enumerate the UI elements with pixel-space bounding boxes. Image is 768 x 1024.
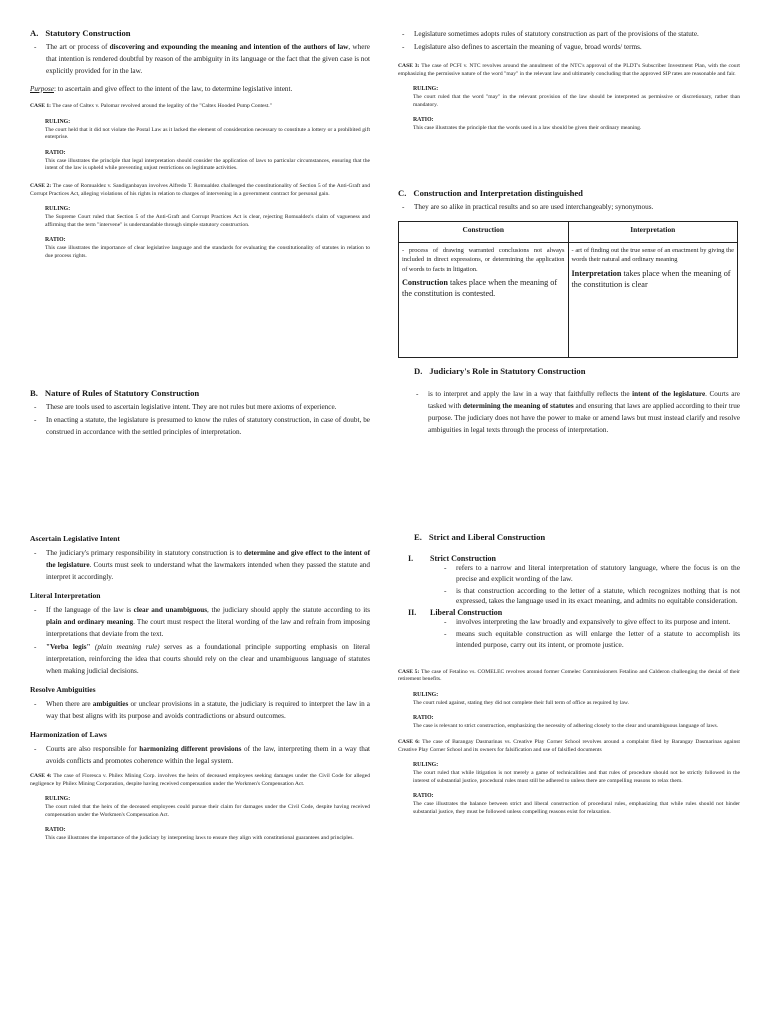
section-d-title: D. Judiciary's Role in Statutory Construction [414,366,586,376]
case-4-ratio-label: RATIO: [45,827,66,834]
section-a-list [30,41,370,77]
section-e-title: E. Strict and Liberal Construction [414,532,546,542]
case-3-ratio-label: RATIO: [413,117,434,124]
case-4: CASE 4: The case of Floresca v. Philex Mining Corp. involves the heirs of deceased employees seeking damages under the Civil Code for alleged negligence by Philex Mining Corporation, despite having received compensation under the Workmen's Compensation Act. [30,773,370,787]
case-5-ruling: The court ruled against, stating they did not complete their full term of office as required by law. [413,699,629,706]
section-b-bullet: - In enacting a statute, the legislature is presumed to know the rules of statutory construction, in case of doubt, be construed in accordance with the settled principles of interpretation. [46,414,370,438]
legislature-bullet: - Legislature also defines to ascertain the meaning of vague, broad words/ terms. [414,41,740,53]
case-5-ruling-label: RULING: [413,691,439,698]
section-c-title: C. Construction and Interpretation distinguished [398,188,583,198]
case-4-ruling: The court ruled that the heirs of the deceased employees could pursue their claim for damages under the Civil Code, despite having received compensation under the Workmen's Compensation Act. [45,804,370,818]
ascertain-heading: Ascertain Legislative Intent [30,534,120,543]
literal-bullet: - If the language of the law is clear and unambiguous, the judiciary should apply the statute according to its plain and ordinary meaning. The court must respect the literal wording of the law and refrain from imposing interpretations that deviate from the text. [46,604,370,640]
section-b-bullet: - These are tools used to ascertain legislative intent. They are not rules but mere axioms of experience. [46,401,370,413]
section-c-bullet: - They are so alike in practical results and so are used interchangeably; synonymous. [414,201,740,213]
section-b-title: B. Nature of Rules of Statutory Construction [30,388,200,398]
purpose-line: Purpose: to ascertain and give effect to the intent of the law, to determine legislative intent. [30,85,293,93]
strict-bullet: - refers to a narrow and literal interpretation of statutory language, where the focus is on the precise and explicit wording of the law. [456,563,740,585]
case-2-ruling-label: RULING: [45,206,71,213]
case-1-ruling-label: RULING: [45,118,71,125]
table-header-construction: Construction [399,222,569,243]
case-5-ratio-label: RATIO: [413,715,434,722]
construction-statement: Construction takes place when the meaning of the constitution is contested. [402,278,558,299]
harmonization-list [30,743,370,767]
strict-list [398,563,740,607]
section-d [398,366,740,437]
case-3-ratio: This case illustrates the principle that the words used in a law should be given their ordinary meaning. [413,125,642,132]
case-1-ratio: This case illustrates the principle that legal interpretation should consider the application of laws to particular circumstances, ensuring that the intent of the law is upheld while preventing unjust restrictions on legitimate activities. [45,157,370,172]
liberal-list [398,617,740,650]
case-3: CASE 3: The case of PCFI v. NTC revolves around the annulment of the NTC's approval of the PLDT's Subscriber Investment Plan, with the court emphasizing the permissive nature of the word "may" in the relevant law and ultimately concluding that the approved SIP rates are reasonable and fair. [398,63,740,77]
section-d-list [398,388,740,436]
harmonization-heading: Harmonization of Laws [30,730,107,739]
case-2: CASE 2: The case of Romualdez v. Sandiganbayan involves Alfredo T. Romualdez challenged the constitutionality of Section 5 of the Anti-Graft and Corrupt Practices Act, alleging violations of his rights in relation to charges of intervening in a government contract for personal gain. [30,182,370,197]
case-1-ratio-label: RATIO: [45,149,66,156]
ascertain-list [30,547,370,583]
literal-bullet: - "Verba legis" (plain meaning rule) serves as a foundational principle supporting emphasis on literal interpretation, reinforcing the idea that courts should rely on the clear and unambiguous language of statutes when making judicial decisions. [46,641,370,677]
case-1: CASE 1: The case of Caltex v. Palomar revolved around the legality of the "Caltex Hooded Pump Contest." [30,103,272,109]
top-left-column [30,28,370,261]
construction-definition: - process of drawing warranted conclusions not always included in direct expressions, or determining the application of words to facts in litigation. [402,247,565,273]
liberal-construction-title: II. Liberal Construction [408,608,503,618]
case-2-ruling: The Supreme Court ruled that Section 5 of the Anti-Graft and Corrupt Practices Act is clear, rejecting Romualdez's claim of vagueness and affirming that the term "intervene" is understandable through simple statutory construction. [45,214,370,228]
section-c-list [398,201,740,213]
table-cell-interpretation [568,243,738,358]
case-6-ratio: The case illustrates the balance between strict and liberal construction of procedural rules, emphasizing that while rules should not hinder substantial justice, they must be followed unless compelling reasons exist for relaxation. [413,801,740,815]
bottom-right-column [398,532,740,817]
liberal-bullet: - involves interpreting the law broadly and expansively to give effect to its purpose and intent. [456,617,740,628]
bottom-left-column [30,534,370,843]
legislature-list [398,28,740,53]
liberal-bullet: - means such equitable construction as will enlarge the letter of a statute to accomplish its intended purpose, carry out its intent, or promote justice. [456,629,740,651]
case-2-ratio-label: RATIO: [45,237,66,244]
case-6-ruling-label: RULING: [413,762,439,769]
case-4-ruling-label: RULING: [45,796,71,803]
table-cell-construction [399,243,569,358]
harmonization-bullet: - Courts are also responsible for harmonizing different provisions of the law, interpreting them in a way that avoids conflicts and promotes coherence within the legal system. [46,743,370,767]
legislature-bullet: - Legislature sometimes adopts rules of statutory construction as part of the provisions of the statute. [414,28,740,40]
interpretation-statement: Interpretation takes place when the meaning of the constitution is clear [571,268,731,289]
resolve-bullet: - When there are ambiguities or unclear provisions in a statute, the judiciary is required to interpret the law in a way that best aligns with its purpose and avoids contradictions or absurd outcomes. [46,698,370,722]
case-3-ruling: The court ruled that the word "may" in the relevant provision of the law should be interpreted as permissive or discretionary, rather than mandatory. [413,94,740,108]
ascertain-bullet: - The judiciary's primary responsibility in statutory construction is to determine and give effect to the intent of the legislature. Courts must seek to understand what the lawmakers intended when they passed the statute and interpret it accordingly. [46,547,370,583]
strict-construction-title: I. Strict Construction [408,554,496,563]
case-6-ruling: The court ruled that while litigation is not merely a game of technicalities and that rules of procedure should not be strictly followed in the interest of substantial justice, procedural rules must still be adhered to unless there are compelling reasons to relax them. [413,770,740,784]
section-a-title: A. Statutory Construction [30,28,131,38]
interpretation-definition: - art of finding out the true sense of an enactment by giving the words their natural and ordinary meaning [571,247,734,264]
case-6-ratio-label: RATIO: [413,793,434,800]
case-5-ratio: The case is relevant to strict construction, emphasizing the necessity of adhering closely to the clear and unambiguous language of laws. [413,723,719,730]
case-3-ruling-label: RULING: [413,86,439,93]
case-1-ruling: The court held that it did not violate the Postal Law as it lacked the element of consideration necessary to constitute a lottery or a prohibited gift enterprise. [45,126,370,141]
case-6: CASE 6: The case of Barangay Dasmarinas vs. Creative Play Corner School revolves around a complaint filed by Barangay Dasmarinas against Creative Play Corner School and its owners for falsification and use of falsified documents [398,738,740,753]
section-b-list [30,401,370,438]
literal-list [30,604,370,677]
section-d-bullet: - is to interpret and apply the law in a way that faithfully reflects the intent of the legislature. Courts are tasked with determining the meaning of statutes and ensuring that laws are applied according to their true purpose. The judiciary does not have the power to make or amend laws but must instead clarify and resolve ambiguities in legal texts through the process of interpretation. [428,388,740,436]
resolve-heading: Resolve Ambiguities [30,685,96,694]
section-a-bullet: - The art or process of discovering and expounding the meaning and intention of the authors of law, where that intention is rendered doubtful by reason of the ambiguity in its language or the fact that the given case is not explicitly provided for in the law. [46,41,370,77]
case-4-ratio: This case illustrates the importance of the judiciary by interpreting laws to ensure they align with constitutional guarantees and principles. [45,835,354,842]
top-right-column [398,28,740,133]
literal-heading: Literal Interpretation [30,591,101,600]
strict-bullet: - is that construction according to the letter of a statute, which recognizes nothing that is not expressed, takes the language used in its exact meaning, and admits no equitable consideration. [456,586,740,608]
case-5: CASE 5: The case of Fetalino vs. COMELEC revolves around former Comelec Commissioners Fetalino and Calderon challenging the denial of their retirement benefits. [398,668,740,683]
comparison-table [398,221,738,358]
case-2-ratio: This case illustrates the importance of clear legislative language and the standards for evaluating the constitutionality of statutes in relation to due process rights. [45,245,370,259]
section-c [398,188,740,358]
resolve-list [30,698,370,722]
table-header-interpretation: Interpretation [568,222,738,243]
section-b [30,388,370,439]
